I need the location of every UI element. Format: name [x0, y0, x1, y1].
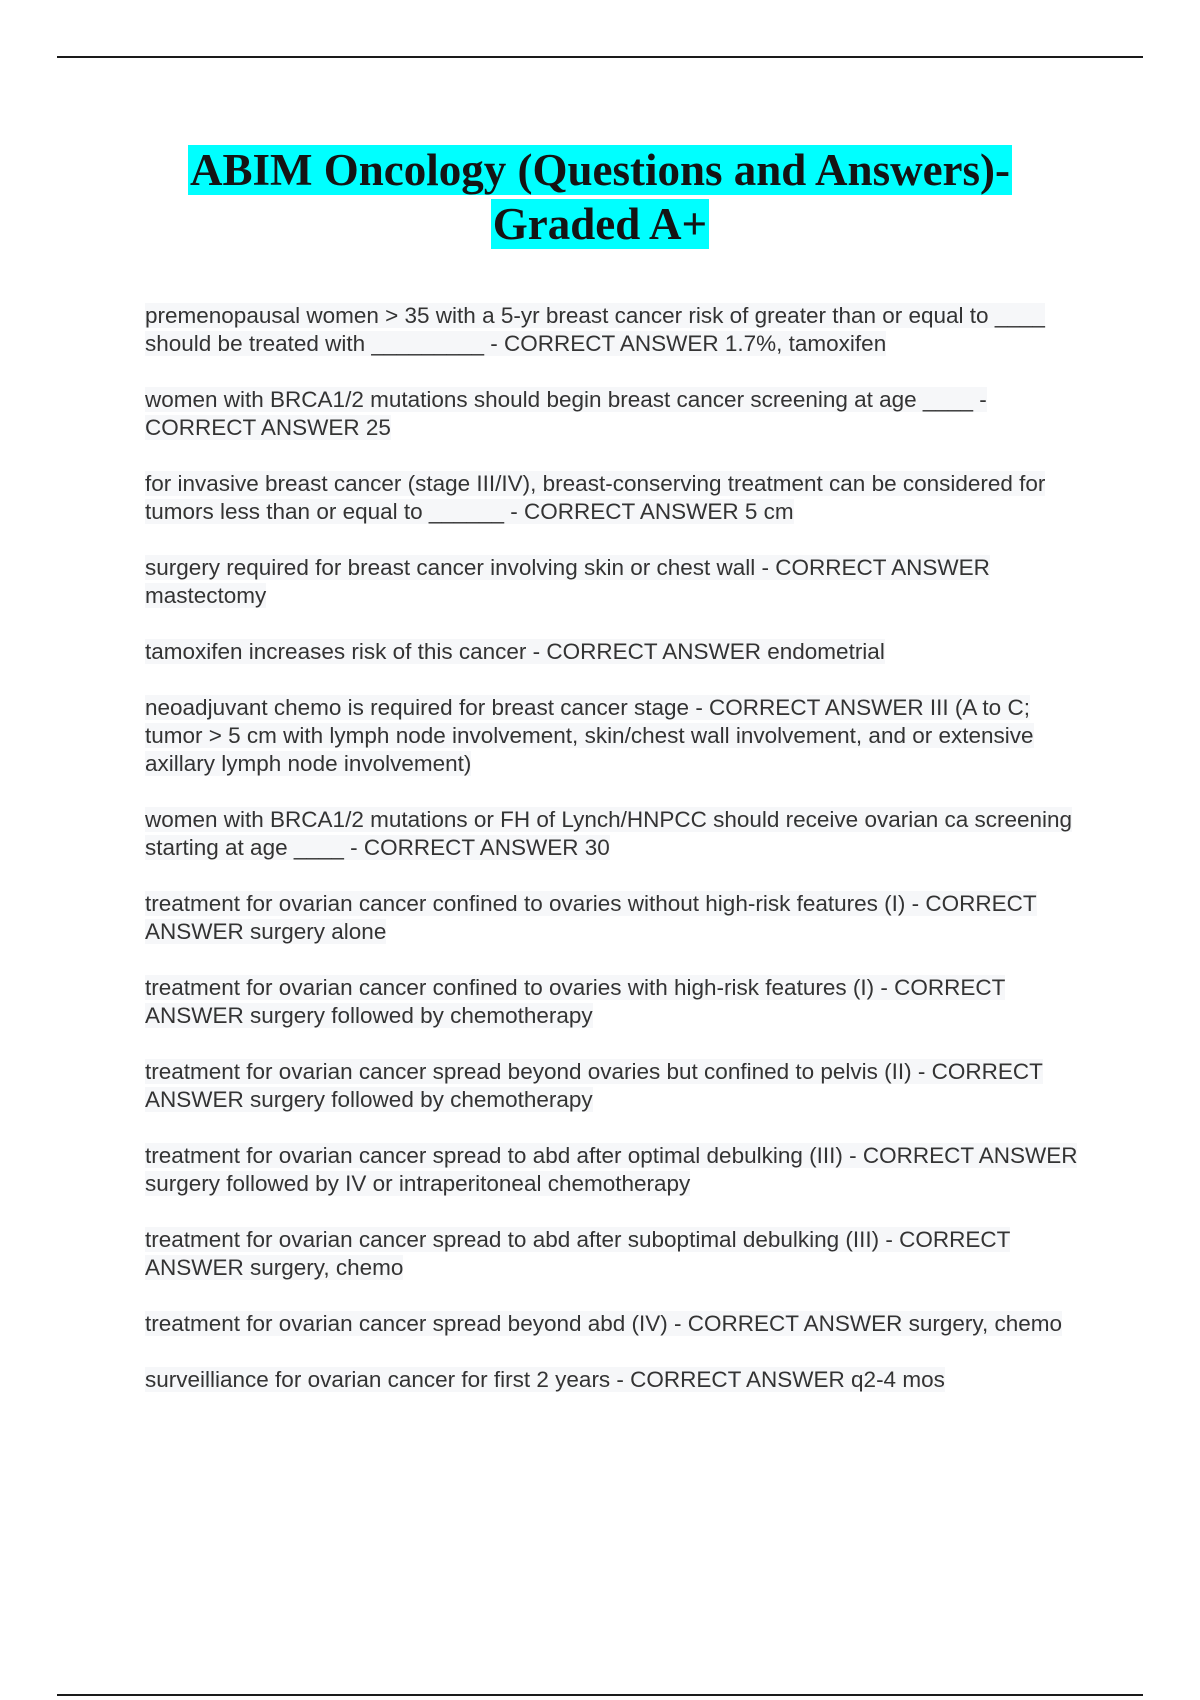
qa-text: surveilliance for ovarian cancer for first 2 years - CORRECT ANSWER q2-4 mos [145, 1367, 945, 1392]
qa-item [145, 470, 1085, 526]
title-line-1: ABIM Oncology (Questions and Answers)- [189, 145, 1011, 195]
qa-text: for invasive breast cancer (stage III/IV), breast-conserving treatment can be considered for tumors less than or equal to ______ - CORRECT ANSWER 5 cm [145, 471, 1046, 524]
qa-text: treatment for ovarian cancer confined to ovaries with high-risk features (I) - CORRECT ANSWER surgery followed by chemotherapy [145, 975, 1006, 1028]
qa-text: premenopausal women > 35 with a 5-yr breast cancer risk of greater than or equal to ____ should be treated with _________ - CORRECT ANSWER 1.7%, tamoxifen [145, 303, 1045, 356]
qa-item [145, 1366, 1085, 1394]
qa-item [145, 1058, 1085, 1114]
qa-text: neoadjuvant chemo is required for breast cancer stage - CORRECT ANSWER III (A to C; tumor > 5 cm with lymph node involvement, skin/chest wall involvement, and or extensive axillary lymph node involvement) [145, 695, 1034, 776]
qa-item [145, 694, 1085, 778]
qa-text: women with BRCA1/2 mutations or FH of Lynch/HNPCC should receive ovarian ca screening starting at age ____ - CORRECT ANSWER 30 [145, 807, 1073, 860]
title-block [100, 143, 1100, 251]
document-title [100, 143, 1100, 251]
qa-text: tamoxifen increases risk of this cancer - CORRECT ANSWER endometrial [145, 639, 885, 664]
qa-item [145, 806, 1085, 862]
qa-item [145, 974, 1085, 1030]
qa-text: women with BRCA1/2 mutations should begin breast cancer screening at age ____ - CORRECT ANSWER 25 [145, 387, 987, 440]
qa-item [145, 554, 1085, 610]
title-line-2: Graded A+ [492, 199, 708, 249]
qa-text: treatment for ovarian cancer spread to abd after suboptimal debulking (III) - CORRECT ANSWER surgery, chemo [145, 1227, 1011, 1280]
qa-text: treatment for ovarian cancer spread beyond abd (IV) - CORRECT ANSWER surgery, chemo [145, 1311, 1063, 1336]
qa-text: treatment for ovarian cancer spread beyond ovaries but confined to pelvis (II) - CORRECT ANSWER surgery followed by chemotherapy [145, 1059, 1043, 1112]
qa-text: treatment for ovarian cancer confined to ovaries without high-risk features (I) - CORRECT ANSWER surgery alone [145, 891, 1037, 944]
qa-text: treatment for ovarian cancer spread to abd after optimal debulking (III) - CORRECT ANSWER surgery followed by IV or intraperitoneal chemotherapy [145, 1143, 1078, 1196]
bottom-rule [57, 1694, 1143, 1696]
qa-text: surgery required for breast cancer involving skin or chest wall - CORRECT ANSWER mastectomy [145, 555, 990, 608]
top-rule [57, 56, 1143, 58]
qa-list [145, 302, 1085, 1422]
qa-item [145, 386, 1085, 442]
qa-item [145, 890, 1085, 946]
qa-item [145, 302, 1085, 358]
qa-item [145, 1142, 1085, 1198]
qa-item [145, 1226, 1085, 1282]
qa-item [145, 638, 1085, 666]
qa-item [145, 1310, 1085, 1338]
